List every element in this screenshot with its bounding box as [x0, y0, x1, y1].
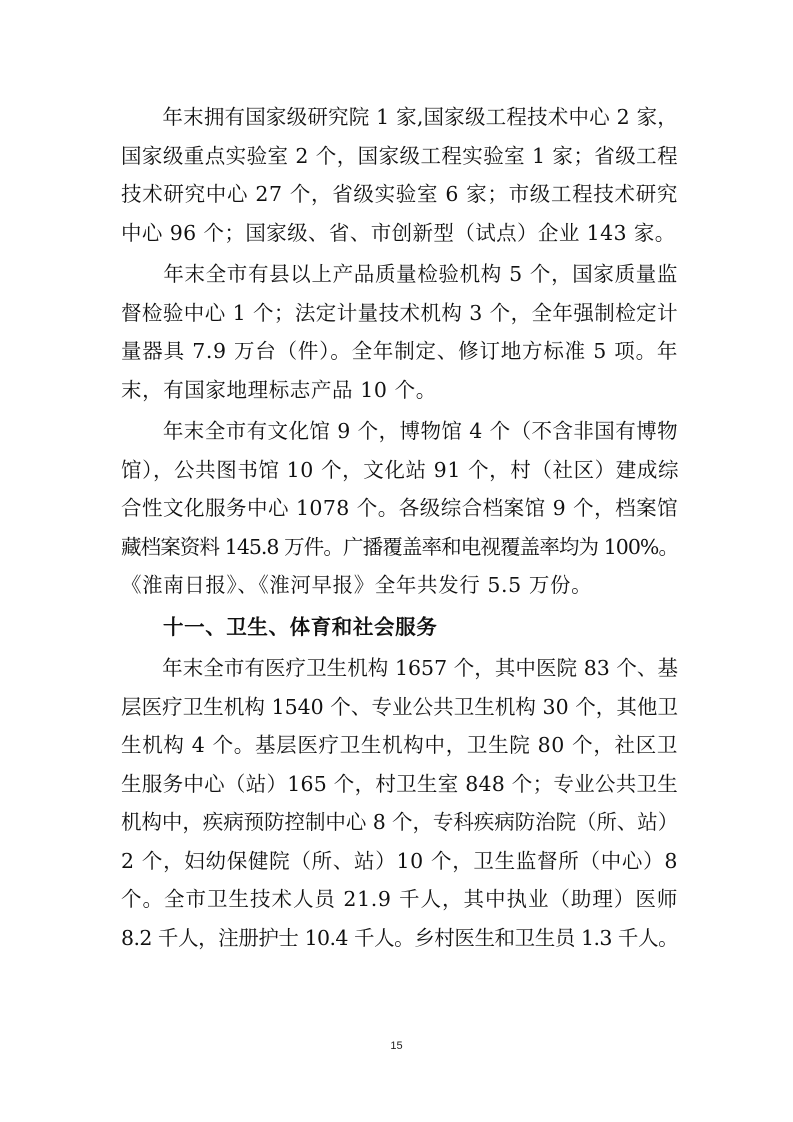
text-line: 生机构 4 个。基层医疗卫生机构中，卫生院 80 个，社区卫: [121, 733, 678, 757]
text-line: 藏档案资料 145.8 万件。广播覆盖率和电视覆盖率均为 100%。: [121, 534, 678, 559]
text-line: 末，有国家地理标志产品 10 个。: [121, 377, 437, 402]
paragraph-quality-inspection: [121, 255, 678, 409]
text-line: 量器具 7.9 万台（件）。全年制定、修订地方标准 5 项。年: [121, 339, 678, 363]
body-text: [121, 98, 678, 960]
text-line: 督检验中心 1 个；法定计量技术机构 3 个，全年强制检定计: [121, 300, 678, 325]
text-line: 机构中，疾病预防控制中心 8 个，专科疾病防治院（所、站）: [121, 810, 678, 834]
text-line: 馆），公共图书馆 10 个，文化站 91 个，村（社区）建成综: [121, 457, 680, 482]
text-line: 层医疗卫生机构 1540 个、专业公共卫生机构 30 个，其他卫: [121, 694, 678, 719]
text-line: 个。全市卫生技术人员 21.9 千人，其中执业（助理）医师: [121, 887, 678, 911]
text-line: 年末全市有县以上产品质量检验机构 5 个，国家质量监: [121, 262, 678, 286]
paragraph-research-institutes: [121, 98, 678, 252]
text-line: 中心 96 个；国家级、省、市创新型（试点）企业 143 家。: [121, 220, 676, 245]
text-line: 《淮南日报》、《淮河早报》全年共发行 5.5 万份。: [121, 573, 593, 597]
text-line: 生服务中心（站）165 个，村卫生室 848 个；专业公共卫生: [121, 771, 678, 796]
section-heading: 十一、卫生、体育和社会服务: [163, 614, 438, 639]
text-line: 年末全市有医疗卫生机构 1657 个，其中医院 83 个、基: [121, 656, 678, 680]
text-line: 合性文化服务中心 1078 个。各级综合档案馆 9 个，档案馆: [121, 496, 678, 520]
paragraph-culture: [121, 412, 678, 605]
paragraph-health: [121, 649, 678, 957]
text-line: 8.2 千人，注册护士 10.4 千人。乡村医生和卫生员 1.3 千人。: [121, 925, 678, 950]
text-line: 2 个，妇幼保健院（所、站）10 个，卫生监督所（中心）8: [121, 848, 678, 873]
text-line: 年末拥有国家级研究院 1 家,国家级工程技术中心 2 家，: [121, 105, 678, 129]
page-number: 15: [390, 1040, 403, 1052]
text-line: 技术研究中心 27 个，省级实验室 6 家；市级工程技术研究: [121, 182, 678, 206]
text-line: 年末全市有文化馆 9 个，博物馆 4 个（不含非国有博物: [121, 419, 678, 443]
text-line: 国家级重点实验室 2 个，国家级工程实验室 1 家；省级工程: [121, 143, 678, 168]
